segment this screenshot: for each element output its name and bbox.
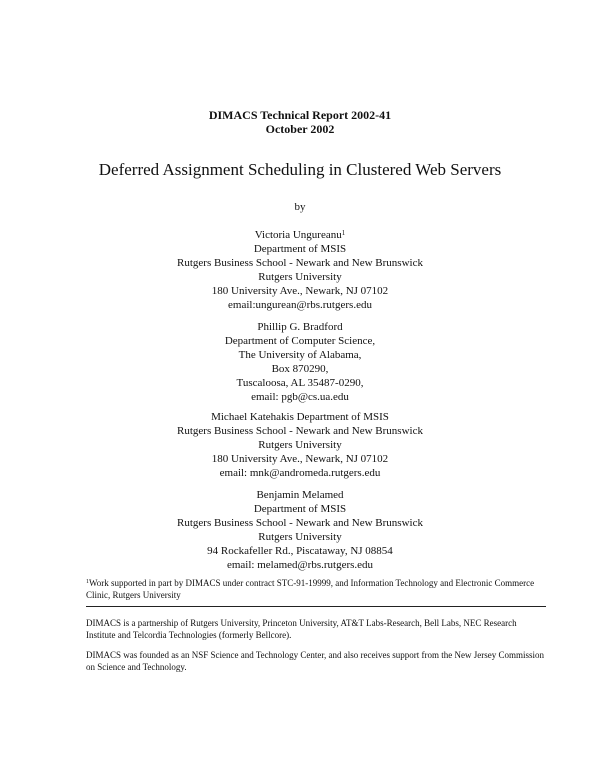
author-affiliation: Rutgers Business School - Newark and New Brunswick [177,517,423,529]
footnote [86,577,546,601]
author-affiliation: Rutgers University [258,271,342,283]
author-affiliation: Rutgers Business School - Newark and New Brunswick [177,257,423,269]
divider-rule [86,606,546,607]
author-address: 180 University Ave., Newark, NJ 07102 [211,453,389,465]
footnote-marker: 1 [341,229,346,237]
author-address: Tuscaloosa, AL 35487-0290, [236,377,364,389]
author-name: Benjamin Melamed [256,489,344,501]
author-email: email: mnk@andromeda.rutgers.edu [219,467,381,479]
paper-title: Deferred Assignment Scheduling in Clustered Web Servers [98,160,502,179]
dimacs-partnership-note: DIMACS is a partnership of Rutgers University, Princeton University, AT&T Labs-Research, Bell Labs, NEC Research Institute and Telcordia Technologies (formerly Bellcore). [86,618,517,640]
author-affiliation: Department of MSIS [253,243,347,255]
author-address: Box 870290, [271,363,329,375]
dimacs-founding-note: DIMACS was founded as an NSF Science and Technology Center, and also receives support from the New Jersey Commission on Science and Technology. [86,650,545,672]
author-email: email: melamed@rbs.rutgers.edu [226,559,374,571]
author-name: Phillip G. Bradford [257,321,343,333]
author-email: email: pgb@cs.ua.edu [251,391,349,403]
author-affiliation: Rutgers University [258,531,342,543]
author-affiliation: Rutgers Business School - Newark and New Brunswick [177,425,423,437]
report-number: DIMACS Technical Report 2002-41 [208,108,392,122]
by-line: by [294,201,306,213]
author-address: 94 Rockafeller Rd., Piscataway, NJ 08854 [207,545,393,557]
author-block-4 [0,488,600,572]
author-email: email:ungurean@rbs.rutgers.edu [228,299,372,311]
author-affiliation: Department of MSIS [253,503,347,515]
report-date: October 2002 [265,122,335,136]
author-affiliation: Rutgers University [258,439,342,451]
footnote-marker: 1 [86,579,89,585]
author-block-1 [0,228,600,312]
author-name: Victoria Ungureanu$^1$ [254,229,346,241]
author-block-3 [0,410,600,480]
author-affiliation: The University of Alabama, [238,349,362,361]
author-affiliation: Department of Computer Science, [224,335,376,347]
footnote-text: Work supported in part by DIMACS under contract STC-91-19999, and Information Technology and Electronic Commerce Clinic, Rutgers University [86,578,535,600]
report-header [0,108,600,136]
author-block-2 [0,320,600,404]
author-address: 180 University Ave., Newark, NJ 07102 [211,285,389,297]
author-name: Michael Katehakis Department of MSIS [211,411,389,423]
